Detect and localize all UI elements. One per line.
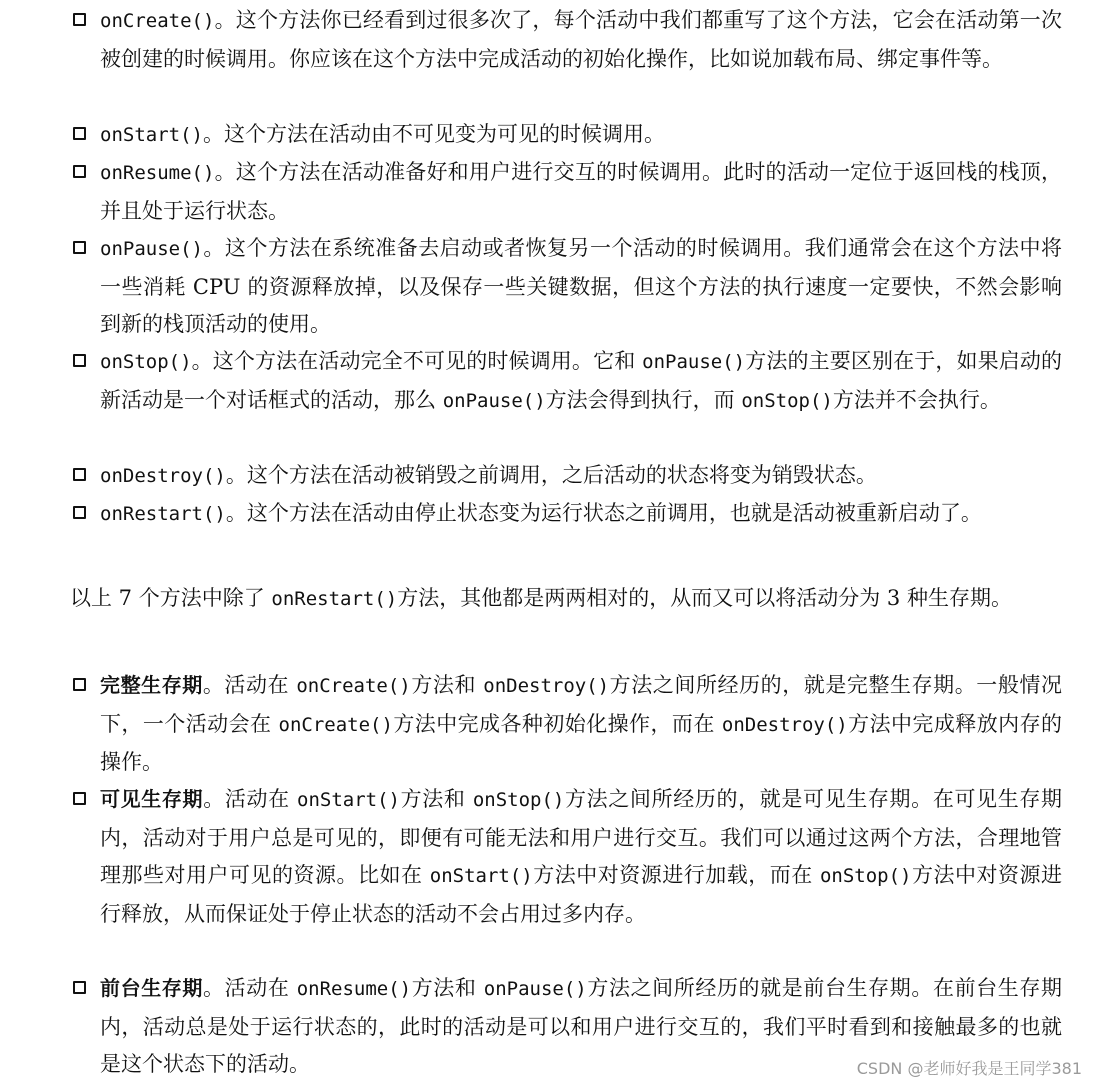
method-description: 方法会得到执行，而 [545,387,742,412]
summary-paragraph: 以上 7 个方法中除了 onRestart()方法，其他都是两两相对的，从而又可以将活动分为 3 种生存期。 [70,586,1012,610]
method-description: 。这个方法你已经看到过很多次了，每个活动中我们都重写了这个方法，它会在活动第一次被创建的时候调用。你应该在这个方法中完成活动的初始化操作，比如说加载布局、绑定事件等。 [100,8,1062,71]
checkbox-bullet-icon [73,354,86,367]
lifetime-list [0,667,1098,1084]
method-name: onCreate() [100,10,215,32]
method-description: 。这个方法在系统准备去启动或者恢复另一个活动的时候调用。我们通常会在这个方法中将一些消耗 CPU 的资源释放掉，以及保存一些关键数据，但这个方法的执行速度一定要快，不然会影响到新的栈顶活动的使用。 [100,236,1062,336]
method-description: 。这个方法在活动由停止状态变为运行状态之前调用，也就是活动被重新启动了。 [225,501,982,525]
list-item [0,457,1098,495]
list-item: 完整生存期。活动在 onCreate()方法和 onDestroy()方法之间所经历的，就是完整生存期。一般情况下，一个活动会在 onCreate()方法中完成各种初始化操作，而在 onDestroy()方法中完成释放内存的操作。 [0,667,1098,781]
inline-code: onResume() [296,978,412,1000]
method-name: onStop() [100,351,192,373]
method-description: 。这个方法在活动由不可见变为可见的时候调用。 [202,122,665,146]
method-description: 。这个方法在活动准备好和用户进行交互的时候调用。此时的活动一定位于返回栈的栈顶，并且处于运行状态。 [100,160,1062,223]
inline-code: onDestroy() [483,675,610,697]
lifetime-title: 完整生存期 [100,673,203,697]
inline-code: onStop() [741,389,833,412]
inline-code: onRestart() [271,588,398,610]
inline-code: onStop() [472,789,565,811]
method-name: onStart() [100,124,203,146]
inline-code: onCreate() [278,713,393,736]
inline-code: onPause() [642,351,746,373]
checkbox-bullet-icon [73,127,86,140]
list-item: 前台生存期。活动在 onResume()方法和 onPause()方法之间所经历的就是前台生存期。在前台生存期内，活动总是处于运行状态的，此时的活动是可以和用户进行交互的，我们平时看到和接触最多的也就是这个状态下的活动。 [0,970,1098,1084]
list-item [0,230,1098,343]
inline-code: onPause() [483,978,587,1000]
method-description: 方法并不会执行。 [832,387,1001,412]
method-description: 。这个方法在活动被销毁之前调用，之后活动的状态将变为销毁状态。 [225,463,877,487]
checkbox-bullet-icon [73,506,86,519]
inline-code: onPause() [442,389,546,412]
list-item [0,154,1098,230]
checkbox-bullet-icon [73,678,86,691]
inline-code: onStart() [297,789,400,811]
checkbox-bullet-icon [73,165,86,178]
lifetime-title: 可见生存期 [100,787,204,811]
checkbox-bullet-icon [73,468,86,481]
lifetime-title: 前台生存期 [100,976,204,1000]
checkbox-bullet-icon [73,13,86,26]
checkbox-bullet-icon [73,792,86,805]
checkbox-bullet-icon [73,241,86,254]
inline-code: onStart() [429,865,533,887]
inline-code: onCreate() [296,675,411,697]
list-item: 可见生存期。活动在 onStart()方法和 onStop()方法之间所经历的，就是可见生存期。在可见生存期内，活动对于用户总是可见的，即便有可能无法和用户进行交互。我们可以通过这两个方法，合理地管理那些对用户可见的资源。比如在 onStart()方法中对资源进行加载，而在 onStop()方法中对资源进行释放，从而保证处于停止状态的活动不会占用过多内存。 [0,781,1098,970]
watermark: CSDN @老师好我是王同学381 [856,1059,1082,1078]
inline-code: onDestroy() [721,713,848,736]
lifecycle-method-list [0,2,1098,571]
method-description: 方法的主要区别在于，如果启动的新活动是一个对话框式的活动，那么 [100,349,1062,412]
method-name: onDestroy() [100,465,226,487]
method-name: onRestart() [100,503,226,525]
list-item [0,495,1098,571]
checkbox-bullet-icon [73,981,86,994]
method-name: onResume() [100,162,215,184]
list-item [0,343,1098,457]
inline-code: onStop() [819,865,912,887]
method-name: onPause() [100,238,203,260]
list-item [0,2,1098,116]
method-description: 。这个方法在活动完全不可见的时候调用。它和 [191,349,643,373]
list-item [0,116,1098,154]
